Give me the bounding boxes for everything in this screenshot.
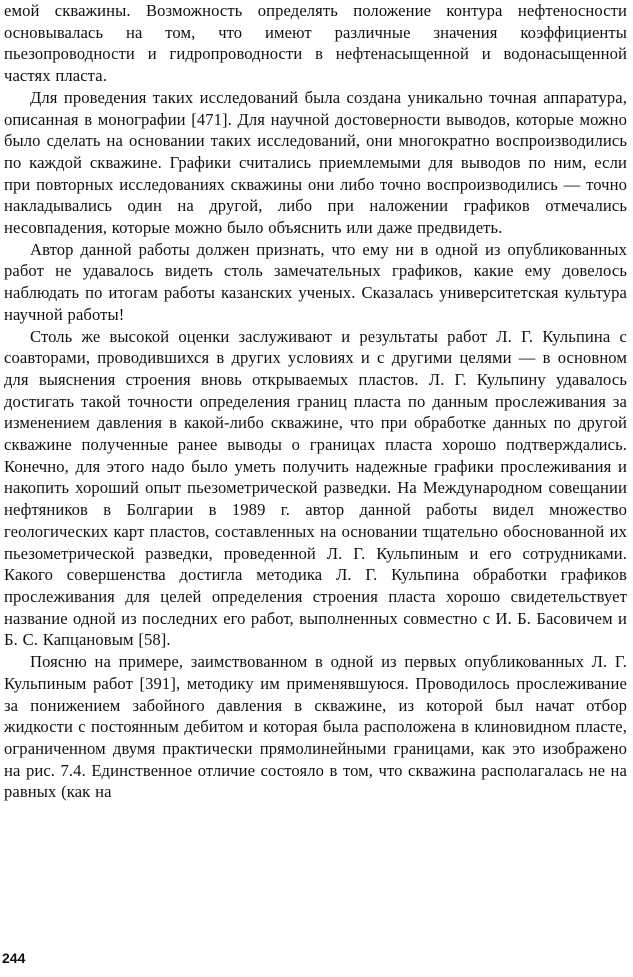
paragraph-kulpin-results: Столь же высокой оценки заслуживают и результаты работ Л. Г. Кульпина с соавторами, проводившихся в других условиях и с другими целями — в основном для выяснения строения вновь открываемых пластов. Л. Г. Кульпину удавалось достигать такой точности определения границ пласта по данным прослеживания за изменением давления в какой-либо скважине, что при обработке данных по другой скважине полученные ранее выводы о границах пласта хорошо подтверждались. Конечно, для этого надо было уметь получить надежные графики прослеживания и накопить хороший опыт пьезометрической разведки. На Международном совещании нефтяников в Болгарии в 1989 г. автор данной работы видел множество геологических карт пластов, составленных на основании тщательно обоснованной их пьезометрической разведки, проведенной Л. Г. Кульпиным и его сотрудниками. Какого совершенства достигла методика Л. Г. Кульпина обработки графиков прослеживания для целей определения строения пласта хорошо свидетельствует название одной из последних его работ, выполненных совместно с И. Б. Басовичем и Б. С. Капцановым [58]. xyxy=(4,326,627,650)
paragraph-author-admission: Автор данной работы должен признать, что ему ни в одной из опубликованных работ не удавалось видеть столь замечательных графиков, какие ему довелось наблюдать по итогам работы казанских ученых. Сказалась университетская культура научной работы! xyxy=(4,239,627,324)
body-text xyxy=(4,0,627,803)
paragraph-apparatus: Для проведения таких исследований была создана уникально точная аппаратура, описанная в монографии [471]. Для научной достоверности выводов, которые можно было сделать на основании таких исследований, они многократно воспроизводились по каждой скважине. Графики считались приемлемыми для выводов по ним, если при повторных исследованиях скважины они либо точно воспроизводились — точно накладывались один на другой, либо при наложении графиков отмечались несовпадения, которые можно было объяснить или даже предвидеть. xyxy=(4,87,627,238)
paragraph-continuation: емой скважины. Возможность определять положение контура нефтеносности основывалась на том, что имеют различные значения коэффициенты пьезопроводности и гидропроводности в нефтенасыщенной и водонасыщенной частях пласта. xyxy=(4,1,627,86)
paragraph-example: Поясню на примере, заимствованном в одной из первых опубликованных Л. Г. Кульпиным работ [391], методику им применявшуюся. Проводилось прослеживание за понижением забойного давления в скважине, из которой был начат отбор жидкости с постоянным дебитом и которая была расположена в клиновидном пласте, ограниченном двумя практически прямолинейными границами, как это изображено на рис. 7.4. Единственное отличие состояло в том, что скважина располагалась не на равных (как на xyxy=(4,652,627,802)
page-number: 244 xyxy=(2,950,26,966)
